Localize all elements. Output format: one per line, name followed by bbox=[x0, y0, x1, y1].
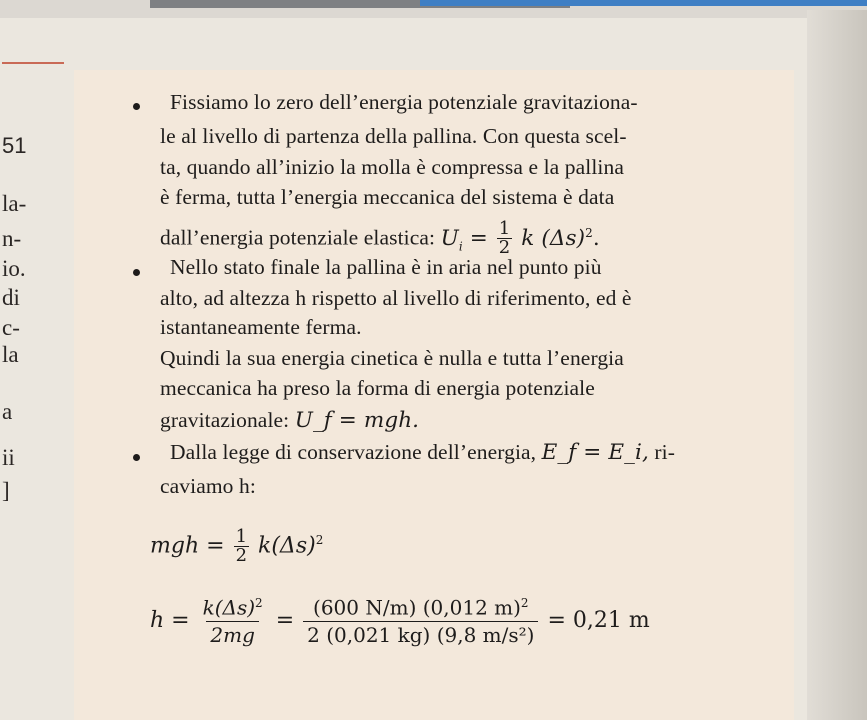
numerator bbox=[309, 594, 533, 621]
text-line: Quindi la sua energia cinetica è nulla e tutta l’energia bbox=[160, 346, 624, 370]
denominator: 2mg bbox=[206, 621, 259, 648]
text-line: Fissiamo lo zero dell’energia potenziale gravitaziona- bbox=[170, 90, 638, 114]
text-line: alto, ad altezza h rispetto al livello di riferimento, ed è bbox=[160, 286, 632, 310]
numerator bbox=[199, 594, 267, 621]
exponent: 2 bbox=[520, 596, 529, 610]
formula-energy-conservation: E_f = E_i, bbox=[541, 440, 649, 465]
text-line-with-formula bbox=[160, 408, 419, 433]
numerator: 1 bbox=[498, 218, 511, 239]
symbol-group: h = bbox=[150, 607, 190, 633]
margin-fragment: la bbox=[2, 342, 19, 367]
margin-fragment: di bbox=[2, 285, 20, 310]
fraction bbox=[234, 528, 249, 565]
fraction bbox=[199, 594, 267, 648]
text-line-with-formula bbox=[160, 220, 600, 257]
numerator-text: k(Δs) bbox=[202, 595, 256, 620]
text-line: Nello stato finale la pallina è in aria nel punto più bbox=[170, 255, 602, 279]
text-segment: ri- bbox=[654, 440, 675, 464]
formula-gravitational-energy: U_f = mgh. bbox=[294, 408, 420, 433]
equation-mgh bbox=[150, 528, 323, 565]
denominator: 2 bbox=[235, 545, 248, 566]
formula-elastic-energy bbox=[440, 218, 600, 258]
equals-sign: = bbox=[469, 225, 488, 251]
text-segment: dall’energia potenziale elastica: bbox=[160, 225, 436, 250]
page-shadow bbox=[807, 10, 867, 720]
denominator: 2 bbox=[498, 237, 511, 258]
text-line: meccanica ha preso la forma di energia potenziale bbox=[160, 376, 595, 400]
margin-rule bbox=[2, 62, 64, 64]
numerator-text: (600 N/m) (0,012 m) bbox=[313, 595, 521, 620]
margin-fragment: ] bbox=[2, 478, 10, 503]
blue-bar bbox=[420, 0, 867, 6]
margin-fragment: n- bbox=[2, 226, 22, 251]
symbol-group: k (Δs) bbox=[521, 225, 586, 251]
period: . bbox=[592, 225, 600, 251]
text-line-with-formula bbox=[170, 440, 675, 465]
equals-sign: = bbox=[275, 607, 295, 633]
symbol-group: k(Δs) bbox=[258, 533, 316, 559]
margin-fragment: io. bbox=[2, 256, 26, 281]
text-segment: Dalla legge di conservazione dell’energia, bbox=[170, 440, 537, 464]
denominator: 2 (0,021 kg) (9,8 m/s²) bbox=[303, 621, 538, 648]
symbol: U bbox=[440, 225, 459, 251]
text-line: le al livello di partenza della pallina. Con questa scel- bbox=[160, 124, 627, 148]
text-line: istantaneamente ferma. bbox=[160, 315, 362, 339]
text-segment: gravitazionale: bbox=[160, 408, 290, 432]
margin-number: 51 bbox=[2, 133, 27, 158]
text-line: caviamo h: bbox=[160, 474, 256, 498]
equals-sign: = bbox=[206, 533, 225, 559]
text-line: è ferma, tutta l’energia meccanica del sistema è data bbox=[160, 185, 615, 209]
exponent: 2 bbox=[315, 533, 324, 548]
bullet-dot bbox=[133, 269, 140, 276]
margin-fragment: c- bbox=[2, 315, 20, 340]
bullet-dot bbox=[133, 103, 140, 110]
text-line: ta, quando all’inizio la molla è compressa e la pallina bbox=[160, 155, 625, 179]
exponent: 2 bbox=[255, 596, 263, 610]
exponent: 2 bbox=[585, 225, 593, 240]
margin-fragment: a bbox=[2, 399, 13, 424]
numerator: 1 bbox=[235, 526, 248, 547]
margin-fragment: la- bbox=[2, 191, 27, 216]
fraction bbox=[303, 594, 538, 648]
symbol-group: mgh bbox=[150, 533, 200, 559]
fraction bbox=[497, 220, 513, 257]
bullet-dot bbox=[133, 454, 140, 461]
subscript: i bbox=[458, 238, 463, 253]
result-value: = 0,21 m bbox=[547, 607, 650, 633]
margin-fragment: ii bbox=[2, 445, 15, 470]
equation-h-result bbox=[150, 594, 650, 648]
